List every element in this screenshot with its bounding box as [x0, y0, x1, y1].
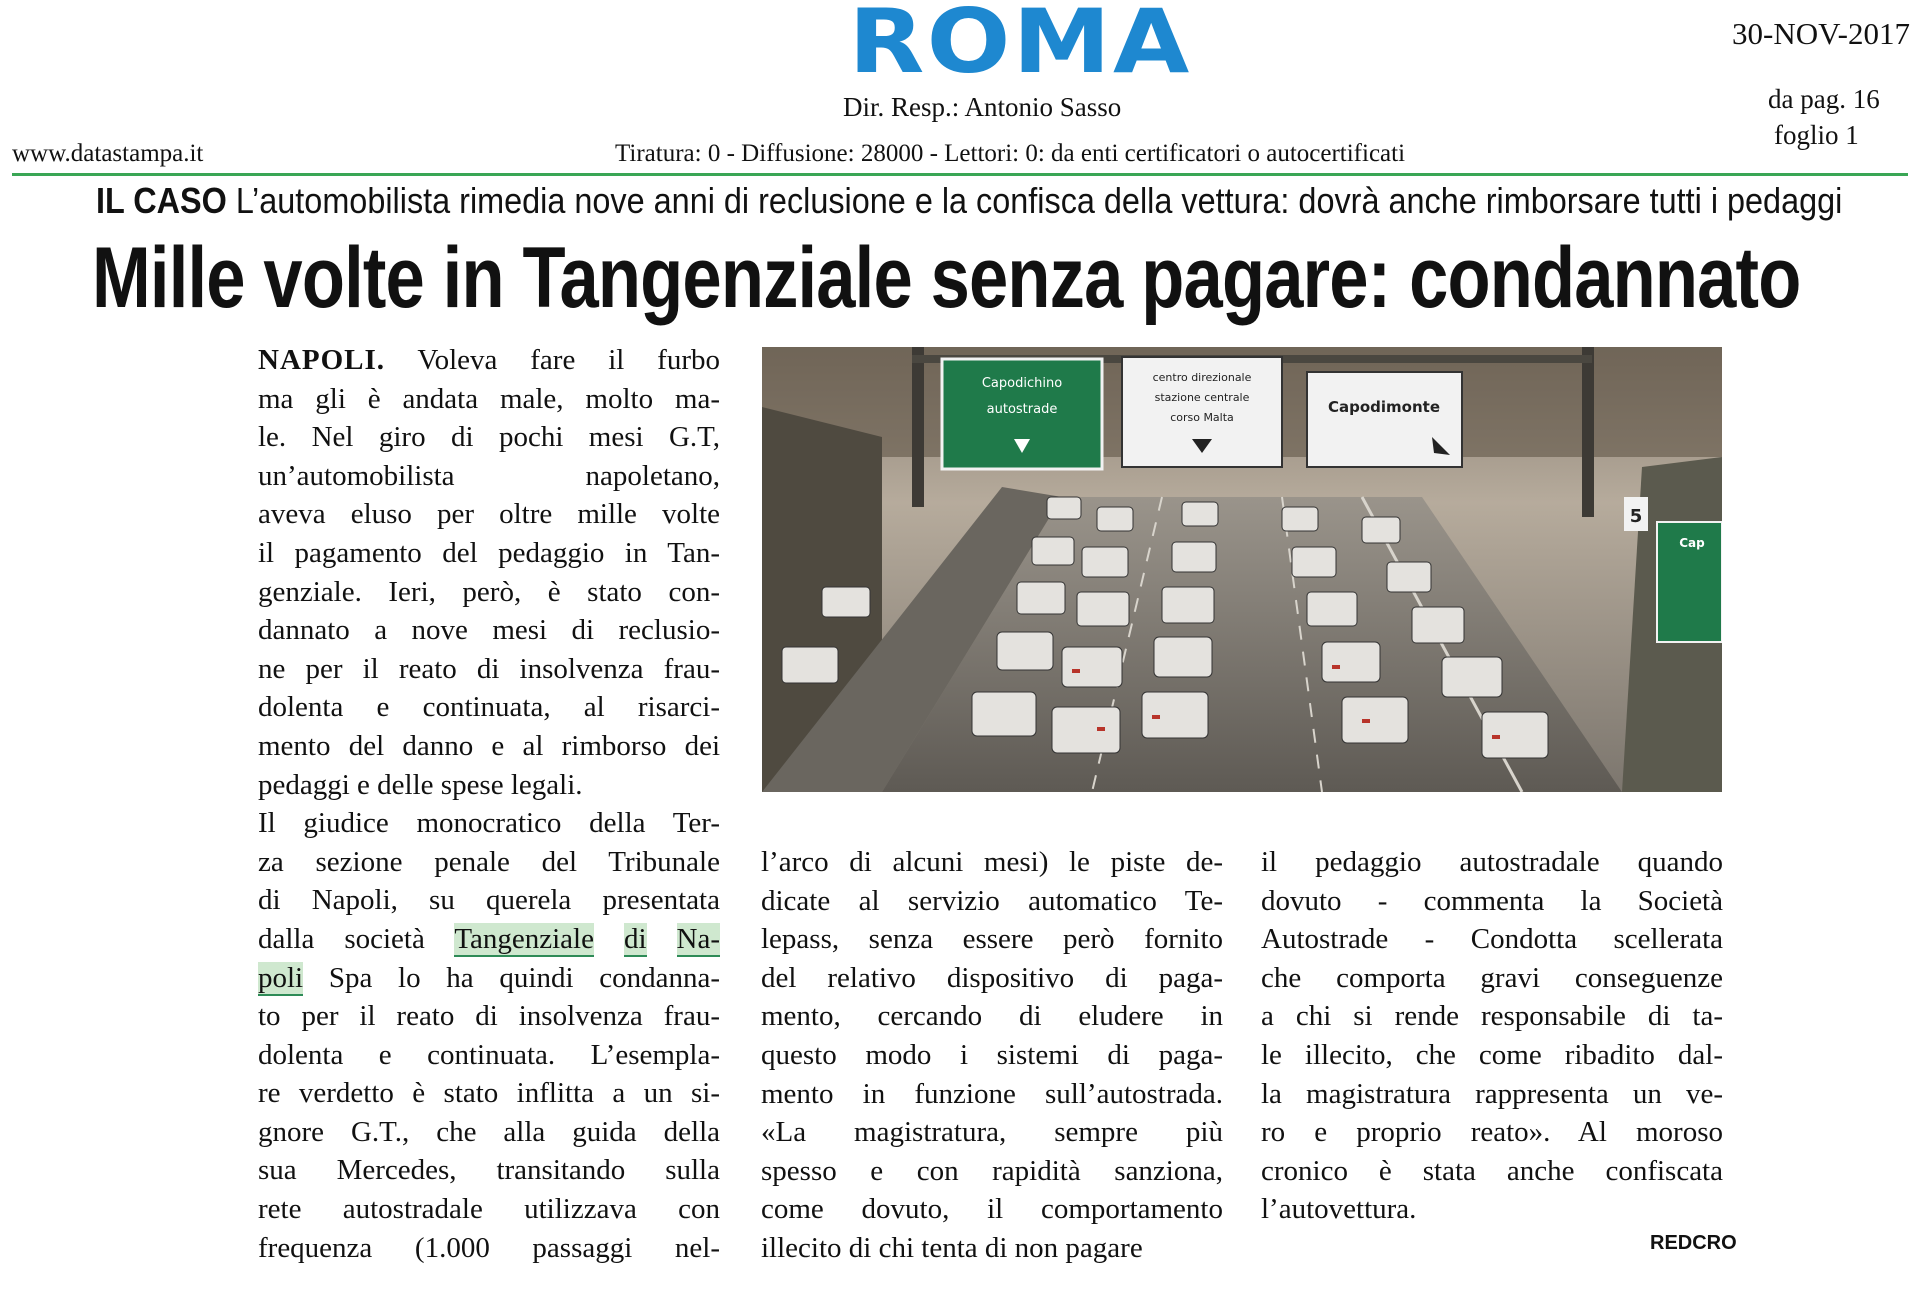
text-fragment [594, 923, 624, 955]
sign-left-line1: Capodichino [981, 376, 1063, 391]
text-line: il pedaggio autostradale quando [1261, 846, 1723, 878]
text-line [258, 843, 720, 882]
article-column-1 [258, 341, 720, 1267]
text-fragment: Il giudice monocratico della Ter- [258, 807, 720, 840]
newspaper-logo: ROMA [848, 0, 1192, 93]
header-divider [12, 173, 1908, 176]
article-kicker [96, 178, 1843, 224]
text-line: lepass, senza essere però fornito [761, 923, 1223, 956]
text-fragment: rete autostradale utilizzava con [258, 1193, 720, 1226]
article-headline: Mille volte in Tangenziale senza pagare: condannato [92, 230, 1801, 326]
lane-number: 5 [1629, 506, 1643, 527]
text-line [258, 1036, 720, 1075]
text-fragment: dolenta e continuata. L’esempla- [258, 1038, 720, 1071]
text-line: cronico è stata anche confiscata [1261, 1154, 1723, 1187]
source-site-link[interactable]: www.datastampa.it [12, 140, 204, 167]
issue-date: 30-NOV-2017 [1732, 16, 1910, 51]
text-fragment: dalla società [258, 922, 455, 955]
sign-mid-line1: centro direzionale [1152, 371, 1252, 384]
sign-mid-line3: corso Malta [1170, 411, 1234, 424]
text-fragment: il pagamento del pedaggio in Tan- [258, 536, 720, 569]
text-line: la magistratura rappresenta un ve- [1261, 1077, 1723, 1110]
sign-far-right: Cap [1679, 536, 1705, 550]
text-fragment: Voleva fare il furbo [385, 344, 720, 376]
text-fragment: le. Nel giro di pochi mesi G.T, [258, 421, 720, 454]
text-line: le illecito, che come ribadito dal- [1261, 1038, 1723, 1071]
text-line [258, 804, 720, 843]
text-fragment: sua Mercedes, transitando sulla [258, 1154, 720, 1187]
highlighted-term: poli [258, 961, 304, 994]
kicker-text: L’automobilista rimedia nove anni di reclusione e la confisca della vettura: dovrà anche rimborsare tutti i pedaggi [226, 180, 1843, 221]
highlighted-term: Tangenziale [454, 922, 594, 955]
text-line: Autostrade - Condotta scellerata [1261, 923, 1723, 956]
text-line [258, 380, 720, 419]
sign-left-line2: autostrade [986, 402, 1058, 417]
text-line [258, 959, 720, 998]
text-line [258, 418, 720, 457]
text-fragment: aveva eluso per oltre mille volte [258, 498, 720, 531]
text-line: l’autovettura. [1261, 1193, 1417, 1226]
text-line: dovuto - commenta la Società [1261, 884, 1723, 917]
page-reference: da pag. 16 [1768, 84, 1880, 114]
text-line: l’arco di alcuni mesi) le piste de- [761, 846, 1223, 878]
text-fragment: gnore G.T., che alla guida della [258, 1115, 720, 1148]
text-line: a chi si rende responsabile di ta- [1261, 1000, 1723, 1033]
text-line: mento in funzione sull’autostrada. [761, 1077, 1223, 1110]
text-line [258, 1229, 720, 1268]
text-line [258, 457, 720, 496]
article-column-3 [1261, 843, 1723, 1229]
text-fragment: mento del danno e al rimborso dei [258, 729, 720, 762]
text-line: illecito di chi tenta di non pagare [761, 1231, 1143, 1264]
text-line [258, 650, 720, 689]
dateline: NAPOLI. [258, 344, 386, 376]
text-line: come dovuto, il comportamento [761, 1193, 1223, 1226]
highlighted-term: Na- [676, 922, 720, 955]
editor-line: Dir. Resp.: Antonio Sasso [843, 92, 1122, 122]
kicker-label: IL CASO [96, 180, 227, 221]
text-line [258, 727, 720, 766]
sign-right: Capodimonte [1327, 398, 1441, 416]
text-line [258, 495, 720, 534]
text-line [258, 1074, 720, 1113]
text-line [258, 573, 720, 612]
text-line [258, 920, 720, 959]
text-fragment: pedaggi e delle spese legali. [258, 768, 583, 801]
text-line [258, 1113, 720, 1152]
text-line: questo modo i sistemi di paga- [761, 1038, 1223, 1071]
text-line [258, 997, 720, 1036]
sheet-number: foglio 1 [1774, 120, 1859, 150]
circulation-info: Tiratura: 0 - Diffusione: 28000 - Lettori: 0: da enti certificatori o autocertificati [615, 140, 1406, 167]
author-signature: REDCRO [1650, 1232, 1737, 1254]
text-fragment: frequenza (1.000 passaggi nel- [258, 1231, 720, 1264]
text-line [258, 881, 720, 920]
text-line: dicate al servizio automatico Te- [761, 884, 1223, 917]
sign-mid-line2: stazione centrale [1154, 391, 1250, 404]
text-fragment: dolenta e continuata, al risarci- [258, 691, 720, 724]
text-line [258, 766, 720, 805]
text-fragment: to per il reato di insolvenza frau- [258, 1000, 720, 1033]
text-fragment: ne per il reato di insolvenza frau- [258, 652, 720, 685]
text-fragment [647, 923, 677, 955]
text-line [258, 534, 720, 573]
text-line [258, 688, 720, 727]
text-line: mento, cercando di eludere in [761, 1000, 1223, 1033]
text-fragment: dannato a nove mesi di reclusio- [258, 614, 720, 647]
text-line [258, 611, 720, 650]
text-fragment: Spa lo ha quindi condanna- [303, 961, 720, 994]
text-line [258, 1151, 720, 1190]
text-fragment: di Napoli, su querela presentata [258, 884, 720, 917]
text-line: che comporta gravi conseguenze [1261, 961, 1723, 994]
text-fragment: genziale. Ieri, però, è stato con- [258, 575, 720, 608]
text-line: spesso e con rapidità sanziona, [761, 1154, 1223, 1187]
text-line: del relativo dispositivo di paga- [761, 961, 1223, 994]
text-line [258, 1190, 720, 1229]
text-line [258, 341, 720, 380]
traffic-photo [762, 347, 1722, 792]
text-fragment: ma gli è andata male, molto ma- [258, 382, 720, 415]
highlighted-term: di [623, 922, 647, 955]
text-fragment: za sezione penale del Tribunale [258, 845, 720, 878]
text-fragment: un’automobilista napoletano, [258, 459, 720, 492]
text-line: ro e proprio reato». Al moroso [1261, 1116, 1723, 1149]
text-line: «La magistratura, sempre più [761, 1116, 1223, 1149]
article-column-2 [761, 843, 1223, 1268]
text-fragment: re verdetto è stato inflitta a un si- [258, 1077, 720, 1110]
